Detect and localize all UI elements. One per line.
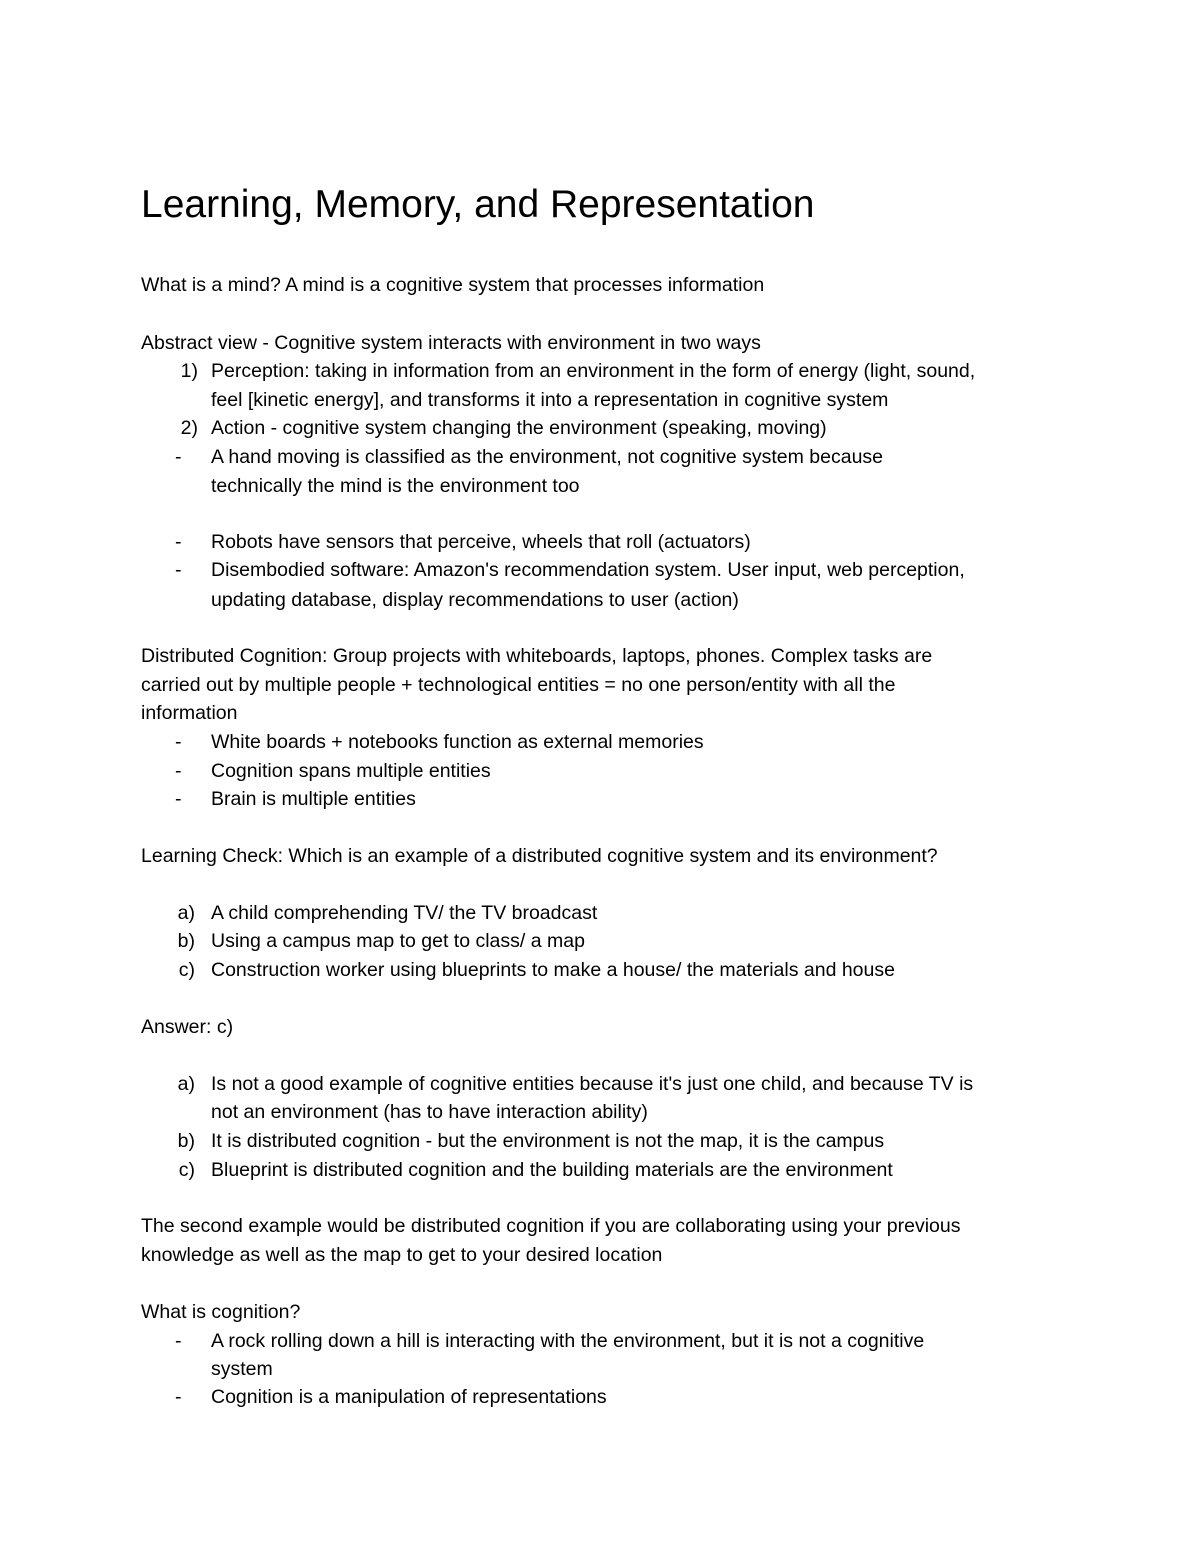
list-marker: 1) <box>180 360 198 382</box>
option-marker: c) <box>178 1159 195 1181</box>
option-text: A child comprehending TV/ the TV broadcast <box>211 902 598 924</box>
option-marker: c) <box>178 959 195 981</box>
bullet-marker: - <box>175 446 182 468</box>
list-item-text: White boards + notebooks function as external memories <box>211 731 704 753</box>
list-marker: 2) <box>180 417 198 439</box>
bullet-marker: - <box>175 760 182 782</box>
list-item-text: technically the mind is the environment too <box>211 475 580 497</box>
list-item-text: Perception: taking in information from an environment in the form of energy (light, sound, <box>211 360 976 382</box>
bullet-marker: - <box>175 1330 182 1352</box>
list-item-text: system <box>211 1358 273 1380</box>
list-item-text: A rock rolling down a hill is interacting with the environment, but it is not a cognitive <box>211 1330 925 1352</box>
option-marker: b) <box>177 930 195 952</box>
bullet-marker: - <box>175 1386 182 1408</box>
option-text: Construction worker using blueprints to make a house/ the materials and house <box>211 959 895 981</box>
second-example-text: knowledge as well as the map to get to your desired location <box>141 1244 663 1266</box>
distributed-text: carried out by multiple people + technological entities = no one person/entity with all the <box>141 674 896 696</box>
list-item-text: Cognition spans multiple entities <box>211 760 491 782</box>
list-item-text: feel [kinetic energy], and transforms it into a representation in cognitive system <box>211 389 889 411</box>
document-title: Learning, Memory, and Representation <box>141 183 815 226</box>
explanation-text: Is not a good example of cognitive entities because it's just one child, and because TV is <box>211 1073 974 1095</box>
bullet-marker: - <box>175 531 182 553</box>
list-item-text: Robots have sensors that perceive, wheels that roll (actuators) <box>211 531 751 553</box>
bullet-marker: - <box>175 788 182 810</box>
distributed-text: information <box>141 702 238 724</box>
list-item-text: Disembodied software: Amazon's recommendation system. User input, web perception, <box>211 559 965 581</box>
bullet-marker: - <box>175 559 182 581</box>
option-marker: a) <box>177 1073 195 1095</box>
explanation-text: Blueprint is distributed cognition and the building materials are the environment <box>211 1159 893 1181</box>
second-example-text: The second example would be distributed cognition if you are collaborating using your previous <box>141 1215 961 1237</box>
list-item-text: Brain is multiple entities <box>211 788 416 810</box>
list-item-text: updating database, display recommendations to user (action) <box>211 589 739 611</box>
option-marker: a) <box>177 902 195 924</box>
explanation-text: It is distributed cognition - but the environment is not the map, it is the campus <box>211 1130 885 1152</box>
learning-check-question: Learning Check: Which is an example of a distributed cognitive system and its environment? <box>141 845 938 867</box>
abstract-heading: Abstract view - Cognitive system interacts with environment in two ways <box>141 332 761 354</box>
bullet-marker: - <box>175 731 182 753</box>
intro-text: What is a mind? A mind is a cognitive system that processes information <box>141 274 765 296</box>
list-item-text: Cognition is a manipulation of representations <box>211 1386 607 1408</box>
cognition-heading: What is cognition? <box>141 1301 301 1323</box>
list-item-text: A hand moving is classified as the environment, not cognitive system because <box>211 446 884 468</box>
explanation-text: not an environment (has to have interaction ability) <box>211 1101 648 1123</box>
option-text: Using a campus map to get to class/ a map <box>211 930 585 952</box>
distributed-text: Distributed Cognition: Group projects with whiteboards, laptops, phones. Complex tasks are <box>141 645 933 667</box>
answer-label: Answer: c) <box>141 1016 234 1038</box>
list-item-text: Action - cognitive system changing the environment (speaking, moving) <box>211 417 827 439</box>
option-marker: b) <box>177 1130 195 1152</box>
